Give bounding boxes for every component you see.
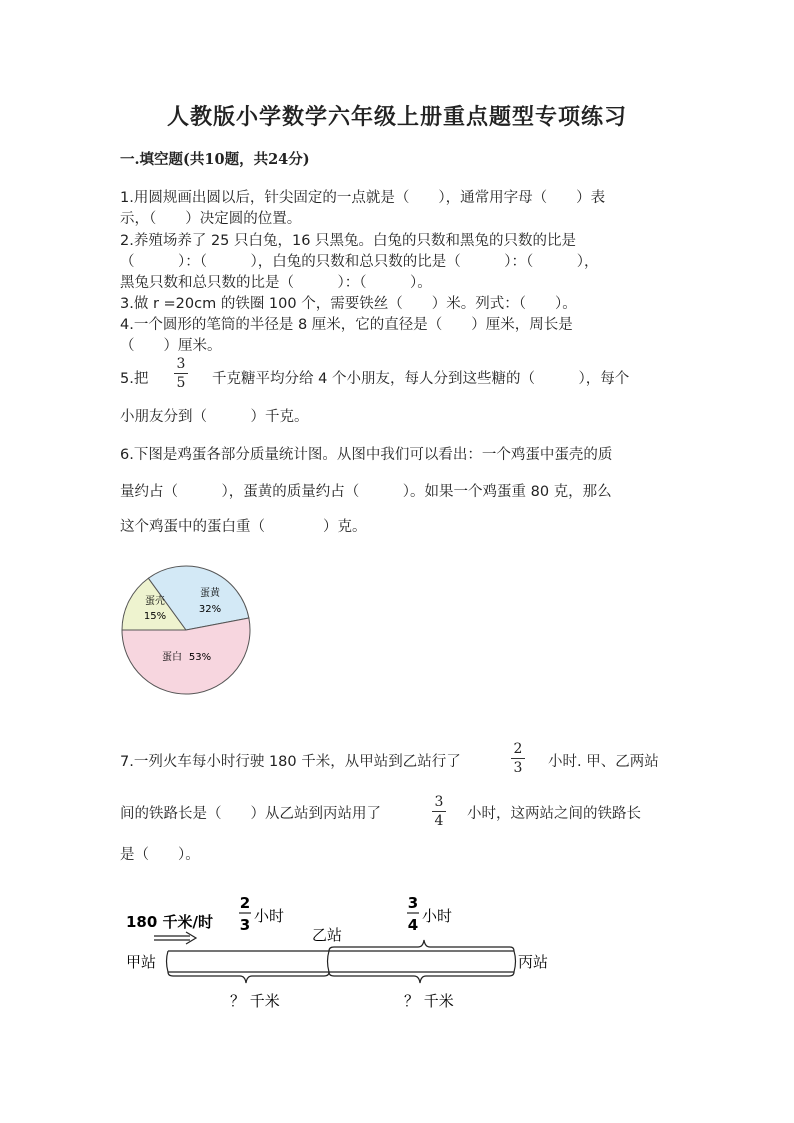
speed-arrow [154,932,196,944]
fraction-2-3: 2 3 [511,741,525,776]
svg-text:3: 3 [239,916,251,934]
question-2-line-3: 黑兔只数和总只数的比是（ ）：（ ）。 [120,275,432,291]
question-2-line-1: 2.养殖场养了 25 只白兔，16 只黑兔。白兔的只数和黑兔的只数的比是 [120,233,577,249]
question-6-line-2: 量约占（ ），蛋黄的质量约占（ ）。如果一个鸡蛋重 80 克，那么 [120,484,612,500]
question-1-line-1: 1.用圆规画出圆以后，针尖固定的一点就是（ ），通常用字母（ ）表 [120,190,606,206]
svg-text:3: 3 [407,894,419,912]
question-6-line-1: 6.下图是鸡蛋各部分质量统计图。从图中我们可以看出：一个鸡蛋中蛋壳的质 [120,447,613,463]
distance-1-label: ？ 千米 [230,992,280,1010]
track-line [167,951,516,972]
bottom-brace-left [168,972,329,983]
page-title: 人教版小学数学六年级上册重点题型专项练习 [166,104,627,130]
svg-text:4: 4 [407,916,419,934]
svg-text:2: 2 [239,894,251,912]
fraction-3-4: 3 4 [432,794,446,829]
section-heading: 一.填空题(共10题，共24分) [120,151,310,168]
pie-label-shell: 蛋壳 [145,596,165,607]
station-b-label: 乙站 [312,926,343,944]
speed-label: 180 千米/时 [126,913,214,931]
question-4-line-1: 4.一个圆形的笔筒的半径是 8 厘米，它的直径是（ ）厘米，周长是 [120,317,573,333]
question-7-line-1-end: 小时. 甲、乙两站 [548,754,659,770]
station-c-label: 丙站 [518,953,549,971]
question-5-prefix: 5.把 [120,371,149,387]
question-6-line-3: 这个鸡蛋中的蛋白重（ ）克。 [120,519,367,535]
distance-2-label: ？ 千米 [404,992,454,1010]
fraction-time-2 [407,894,419,934]
question-5-line-1: 千克糖平均分给 4 个小朋友，每人分到这些糖的（ ），每个 [212,371,630,387]
question-7-line-2-end: 小时，这两站之间的铁路长 [467,806,641,822]
bottom-brace-right [329,972,514,983]
question-7-line-3: 是（ ）。 [120,847,200,863]
time-2-unit: 小时 [422,907,453,925]
pie-label-white: 蛋白 [162,652,182,663]
pie-pct-shell: 15% [143,611,167,622]
egg-composition-pie-chart [118,562,254,698]
train-distance-diagram [118,890,568,1020]
top-brace-right [329,940,514,951]
question-4-line-2: （ ）厘米。 [120,338,222,354]
question-1-line-2: 示，（ ）决定圆的位置。 [120,211,302,227]
station-a-label: 甲站 [126,953,157,971]
question-7-line-2: 间的铁路长是（ ）从乙站到丙站用了 [120,806,381,822]
question-2-line-2: （ ）：（ ），白兔的只数和总只数的比是（ ）：（ ）， [120,254,599,270]
question-5-line-2: 小朋友分到（ ）千克。 [120,409,309,425]
pie-pct-white: 53% [188,652,212,663]
pie-label-yolk: 蛋黄 [200,588,220,599]
time-1-unit: 小时 [254,907,285,925]
question-3-line-1: 3.做 r =20cm 的铁圈 100 个，需要铁丝（ ）米。列式：（ ）。 [120,296,577,312]
question-7-line-1: 7.一列火车每小时行驶 180 千米，从甲站到乙站行了 [120,754,461,770]
fraction-time-1 [239,894,251,934]
fraction-3-5: 3 5 [174,356,188,391]
pie-pct-yolk: 32% [198,604,222,615]
